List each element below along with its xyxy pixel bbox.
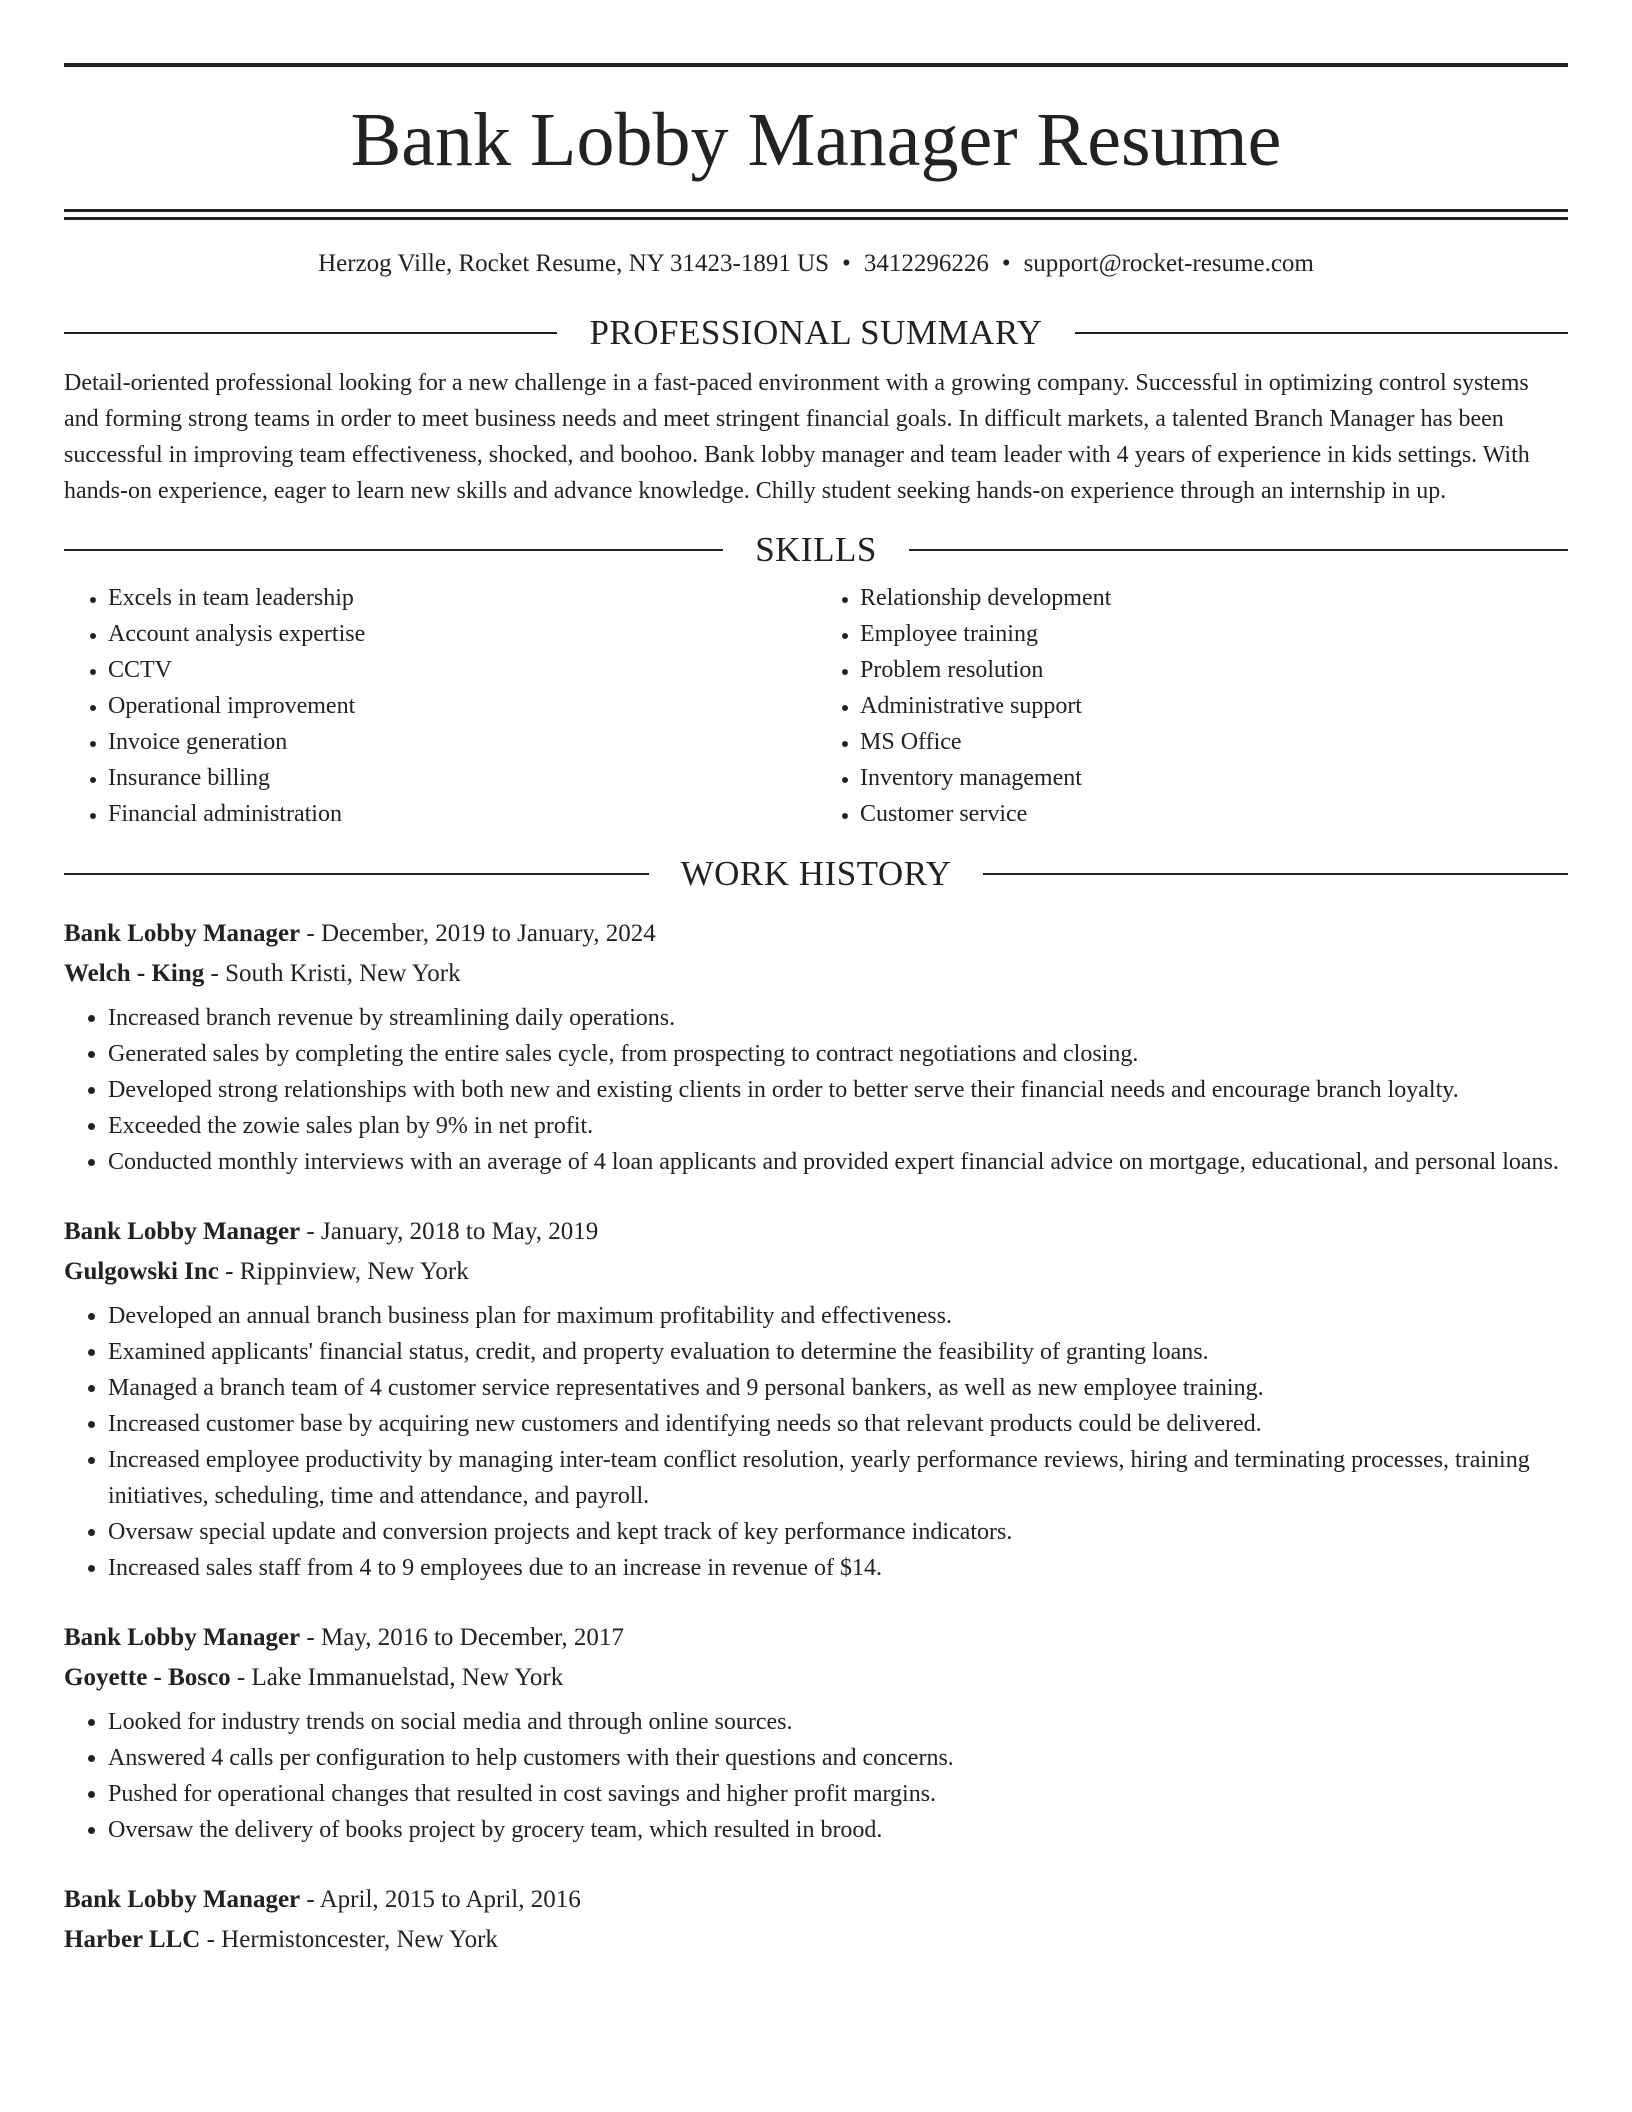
skill-item: • Administrative support xyxy=(860,688,1568,724)
skill-item: • MS Office xyxy=(860,724,1568,760)
summary-heading-label: PROFESSIONAL SUMMARY xyxy=(589,313,1043,352)
skill-item: • Operational improvement xyxy=(108,688,816,724)
skills-section-heading xyxy=(64,530,1568,570)
heading-rule-right xyxy=(983,873,1568,875)
header-top-rule xyxy=(64,63,1568,67)
resume-page xyxy=(64,0,1568,1992)
job-bullet: • Looked for industry trends on social media and through online sources. xyxy=(108,1704,1568,1740)
job-location: - Rippinview, New York xyxy=(218,1258,469,1285)
job-bullet: • Pushed for operational changes that resulted in cost savings and higher profit margins. xyxy=(108,1776,1568,1812)
heading-rule-right xyxy=(909,549,1568,551)
skill-item: • Problem resolution xyxy=(860,652,1568,688)
skills-column-left xyxy=(64,580,816,832)
job-entry xyxy=(64,1880,1568,1960)
skills-heading-label: SKILLS xyxy=(755,530,877,569)
job-bullet: • Answered 4 calls per configuration to help customers with their questions and concerns. xyxy=(108,1740,1568,1776)
job-title-line xyxy=(64,914,1568,954)
job-company: Welch - King xyxy=(64,960,205,987)
job-bullet: • Developed an annual branch business plan for maximum profitability and effectiveness. xyxy=(108,1298,1568,1334)
job-bullets xyxy=(64,1000,1568,1180)
job-location: - Lake Immanuelstad, New York xyxy=(230,1664,564,1691)
job-title-line xyxy=(64,1212,1568,1252)
skill-item: • Account analysis expertise xyxy=(108,616,816,652)
job-bullet: • Oversaw special update and conversion projects and kept track of key performance indicators. xyxy=(108,1514,1568,1550)
skill-item: • Invoice generation xyxy=(108,724,816,760)
job-entry xyxy=(64,1618,1568,1848)
job-company-line xyxy=(64,1658,1568,1698)
skill-item: • Financial administration xyxy=(108,796,816,832)
heading-rule-left xyxy=(64,549,723,551)
job-company-line xyxy=(64,1252,1568,1292)
job-company: Gulgowski Inc xyxy=(64,1258,219,1285)
summary-section-heading xyxy=(64,313,1568,353)
job-location: - South Kristi, New York xyxy=(204,960,461,987)
skill-item: • CCTV xyxy=(108,652,816,688)
skill-item: • Employee training xyxy=(860,616,1568,652)
work-heading-label: WORK HISTORY xyxy=(680,854,952,893)
contact-address: Herzog Ville, Rocket Resume, NY 31423-1891 US xyxy=(318,250,830,277)
job-company-line xyxy=(64,954,1568,994)
heading-rule-left xyxy=(64,873,649,875)
job-bullets xyxy=(64,1704,1568,1848)
job-title: Bank Lobby Manager xyxy=(64,1218,301,1245)
job-entry xyxy=(64,914,1568,1180)
job-entry xyxy=(64,1212,1568,1586)
job-bullet: • Increased sales staff from 4 to 9 employees due to an increase in revenue of $14. xyxy=(108,1550,1568,1586)
job-title-line xyxy=(64,1618,1568,1658)
job-company: Goyette - Bosco xyxy=(64,1664,231,1691)
job-title: Bank Lobby Manager xyxy=(64,1624,301,1651)
skills-list xyxy=(64,580,1568,832)
contact-phone: 3412296226 xyxy=(863,250,989,277)
job-bullet: • Managed a branch team of 4 customer service representatives and 9 personal bankers, as well as new employee training. xyxy=(108,1370,1568,1406)
summary-text: Detail-oriented professional looking for a new challenge in a fast-paced environment with a growing company. Successful in optimizing control systems and forming strong teams in order to meet business needs and meet stringent financial goals. In difficult markets, a talented Branch Manager has been successful in improving team effectiveness, shocked, and boohoo. Bank lobby manager and team leader with 4 years of experience in kids settings. With hands-on experience, eager to learn new skills and advance knowledge. Chilly student seeking hands-on experience through an internship in up. xyxy=(64,370,1530,504)
job-dates: - May, 2016 to December, 2017 xyxy=(300,1624,624,1651)
job-bullet: • Increased employee productivity by managing inter-team conflict resolution, yearly performance reviews, hiring and terminating processes, training initiatives, scheduling, time and attendance, and payroll. xyxy=(108,1442,1568,1514)
job-bullet: • Conducted monthly interviews with an average of 4 loan applicants and provided expert financial advice on mortgage, educational, and personal loans. xyxy=(108,1144,1568,1180)
job-location: - Hermistoncester, New York xyxy=(200,1926,498,1953)
job-title-line xyxy=(64,1880,1568,1920)
skill-item: • Excels in team leadership xyxy=(108,580,816,616)
header-double-rule xyxy=(64,209,1568,220)
job-dates: - April, 2015 to April, 2016 xyxy=(300,1886,581,1913)
work-section-heading xyxy=(64,854,1568,894)
heading-rule-left xyxy=(64,332,557,334)
skill-item: • Insurance billing xyxy=(108,760,816,796)
job-dates: - January, 2018 to May, 2019 xyxy=(300,1218,599,1245)
job-title: Bank Lobby Manager xyxy=(64,920,301,947)
job-bullet: • Exceeded the zowie sales plan by 9% in net profit. xyxy=(108,1108,1568,1144)
skill-item: • Relationship development xyxy=(860,580,1568,616)
heading-rule-right xyxy=(1075,332,1568,334)
job-company-line xyxy=(64,1920,1568,1960)
skill-item: • Customer service xyxy=(860,796,1568,832)
job-bullet: • Examined applicants' financial status, credit, and property evaluation to determine the feasibility of granting loans. xyxy=(108,1334,1568,1370)
job-bullet: • Increased customer base by acquiring new customers and identifying needs so that relevant products could be delivered. xyxy=(108,1406,1568,1442)
job-company: Harber LLC xyxy=(64,1926,201,1953)
contact-line xyxy=(64,247,1568,281)
job-bullet: • Increased branch revenue by streamlining daily operations. xyxy=(108,1000,1568,1036)
job-bullet: • Oversaw the delivery of books project by grocery team, which resulted in brood. xyxy=(108,1812,1568,1848)
contact-separator: • xyxy=(842,250,851,277)
skill-item: • Inventory management xyxy=(860,760,1568,796)
job-title: Bank Lobby Manager xyxy=(64,1886,301,1913)
work-history-list xyxy=(64,914,1568,1960)
contact-email: support@rocket-resume.com xyxy=(1023,250,1314,277)
contact-separator: • xyxy=(1001,250,1011,277)
page-title: Bank Lobby Manager Resume xyxy=(350,98,1282,182)
job-bullets xyxy=(64,1298,1568,1586)
skills-column-right xyxy=(816,580,1568,832)
job-dates: - December, 2019 to January, 2024 xyxy=(300,920,656,947)
job-bullet: • Developed strong relationships with both new and existing clients in order to better serve their financial needs and encourage branch loyalty. xyxy=(108,1072,1568,1108)
job-bullet: • Generated sales by completing the entire sales cycle, from prospecting to contract negotiations and closing. xyxy=(108,1036,1568,1072)
